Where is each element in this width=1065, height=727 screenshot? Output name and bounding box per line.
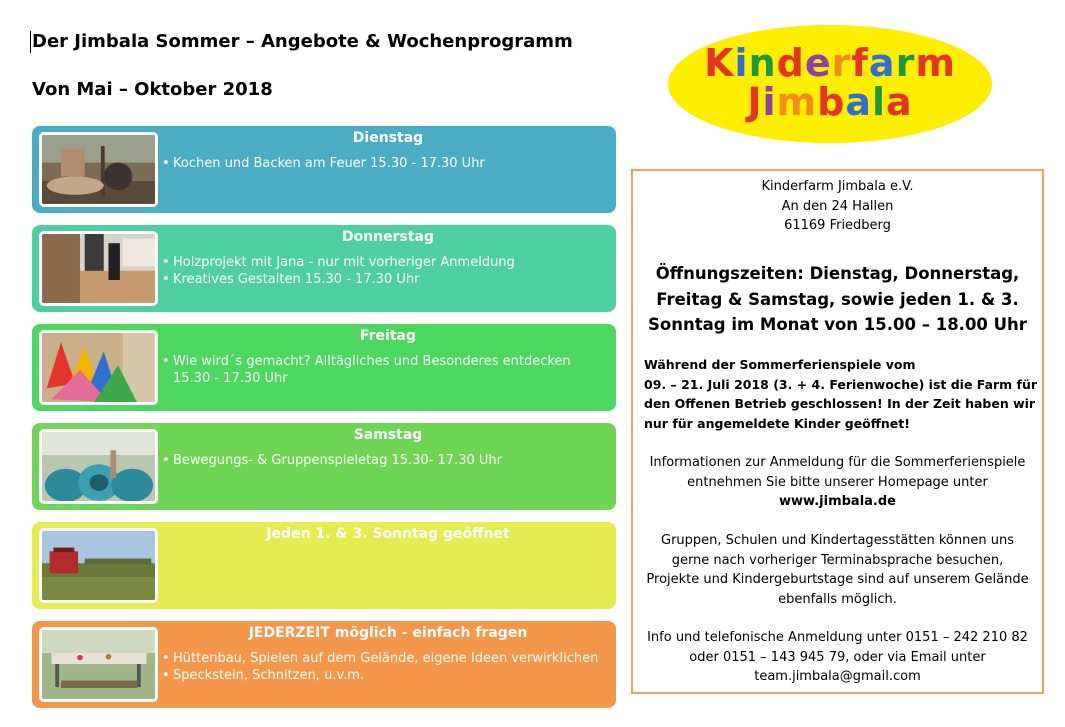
- kinderfarm-jimbala-logo: [668, 25, 992, 143]
- card-items: [160, 650, 610, 684]
- card-title: Dienstag: [352, 130, 424, 146]
- tire-climbing-photo: [39, 429, 158, 504]
- notice-line: nur für angemeldete Kinder geöffnet!: [644, 415, 910, 431]
- craft-table-photo: [39, 627, 158, 702]
- registration-line: entnehmen Sie bitte unserer Homepage unter: [687, 474, 988, 490]
- logo-letter: a: [868, 41, 896, 85]
- schedule-card-donnerstag: [32, 225, 616, 312]
- list-item: • Kreatives Gestalten 15.30 - 17.30 Uhr: [160, 271, 610, 288]
- notice-line: 09. – 21. Juli 2018 (3. + 4. Ferienwoche) ist die Farm für: [644, 376, 1038, 392]
- groups-line: Gruppen, Schulen und Kindertagesstätten können uns: [661, 533, 1014, 548]
- groups-info: [633, 531, 1042, 609]
- card-items: [160, 254, 610, 288]
- website-link[interactable]: www.jimbala.de: [779, 494, 896, 509]
- painted-hands-photo: [39, 330, 158, 405]
- card-title: Donnerstag: [341, 229, 435, 245]
- logo-letter: i: [734, 41, 749, 85]
- address-line: Kinderfarm Jimbala e.V.: [761, 179, 914, 194]
- schedule-card-freitag: [32, 324, 616, 411]
- logo-letter: r: [831, 41, 852, 85]
- contact-line: oder 0151 – 143 945 79, oder via Email unter: [689, 649, 986, 665]
- registration-line: Informationen zur Anmeldung für die Sommerferienspiele: [649, 455, 1026, 470]
- groups-line: ebenfalls möglich.: [778, 591, 897, 607]
- email-link[interactable]: team.jimbala@gmail.com: [754, 669, 921, 684]
- logo-line-1: [668, 41, 992, 85]
- address-line: 61169 Friedberg: [784, 218, 891, 233]
- registration-info: [633, 453, 1042, 512]
- list-item: • Holzprojekt mit Jana - nur mit vorheriger Anmeldung: [160, 254, 610, 271]
- logo-line-2: [668, 80, 992, 124]
- contact-info: [633, 628, 1042, 687]
- hours-line: Freitag & Samstag, sowie jeden 1. & 3.: [656, 289, 1019, 309]
- document-subtitle: Von Mai – Oktober 2018: [32, 79, 273, 100]
- groups-line: Projekte und Kindergeburtstage sind auf unserem Gelände: [646, 572, 1029, 587]
- address-line: An den 24 Hallen: [781, 198, 894, 214]
- logo-letter: e: [804, 41, 832, 85]
- text-cursor: [30, 31, 31, 53]
- logo-letter: d: [776, 41, 805, 85]
- notice-line: Während der Sommerferienspiele vom: [644, 357, 916, 372]
- logo-letter: l: [871, 80, 886, 124]
- card-items: [160, 353, 610, 387]
- groups-line: gerne nach vorheriger Terminabsprache besuchen,: [671, 552, 1004, 568]
- card-title: Jeden 1. & 3. Sonntag geöffnet: [266, 526, 510, 542]
- address: [633, 177, 1042, 236]
- notice-line: den Offenen Betrieb geschlossen! In der Zeit haben wir: [644, 396, 1036, 411]
- opening-hours: [633, 261, 1042, 338]
- logo-letter: f: [851, 41, 869, 85]
- logo-letter: n: [748, 41, 777, 85]
- contact-line: Info und telefonische Anmeldung unter 0151 – 242 210 82: [647, 630, 1028, 645]
- card-title: Freitag: [359, 328, 417, 344]
- card-title: Samstag: [353, 427, 423, 443]
- logo-letter: K: [704, 41, 735, 85]
- holiday-notice: [644, 355, 1038, 433]
- card-items: [160, 155, 610, 172]
- document-title: Der Jimbala Sommer – Angebote & Wochenprogramm: [32, 31, 573, 52]
- woodwork-photo: [39, 231, 158, 306]
- logo-letter: b: [817, 80, 846, 124]
- card-title: JEDERZEIT möglich - einfach fragen: [248, 625, 528, 641]
- hours-line: Sonntag im Monat von 15.00 – 18.00 Uhr: [648, 315, 1027, 334]
- logo-letter: a: [886, 80, 913, 124]
- logo-letter: i: [762, 80, 777, 124]
- list-item: • Bewegungs- & Gruppenspieletag 15.30- 17.30 Uhr: [160, 452, 610, 469]
- logo-letter: J: [747, 80, 763, 124]
- schedule-card-jederzeit: [32, 621, 616, 708]
- card-items: [160, 452, 610, 469]
- list-item: • Hüttenbau, Spielen auf dem Gelände, eigene Ideen verwirklichen: [160, 650, 610, 667]
- schedule-card-sonntag: [32, 522, 616, 609]
- schedule-card-dienstag: [32, 126, 616, 213]
- cooking-fire-photo: [39, 132, 158, 207]
- logo-letter: m: [776, 80, 818, 124]
- hours-line: Öffnungszeiten: Dienstag, Donnerstag,: [655, 264, 1020, 283]
- schedule-card-samstag: [32, 423, 616, 510]
- list-item: • Kochen und Backen am Feuer 15.30 - 17.30 Uhr: [160, 155, 610, 172]
- list-item: • Wie wird´s gemacht? Alltägliches und Besonderes entdecken 15.30 - 17.30 Uhr: [160, 353, 610, 387]
- farm-field-photo: [39, 528, 158, 603]
- logo-letter: a: [845, 80, 872, 124]
- logo-letter: r: [895, 41, 916, 85]
- logo-letter: m: [915, 41, 956, 85]
- list-item: • Speckstein, Schnitzen, u.v.m.: [160, 667, 610, 684]
- info-box: [631, 169, 1044, 694]
